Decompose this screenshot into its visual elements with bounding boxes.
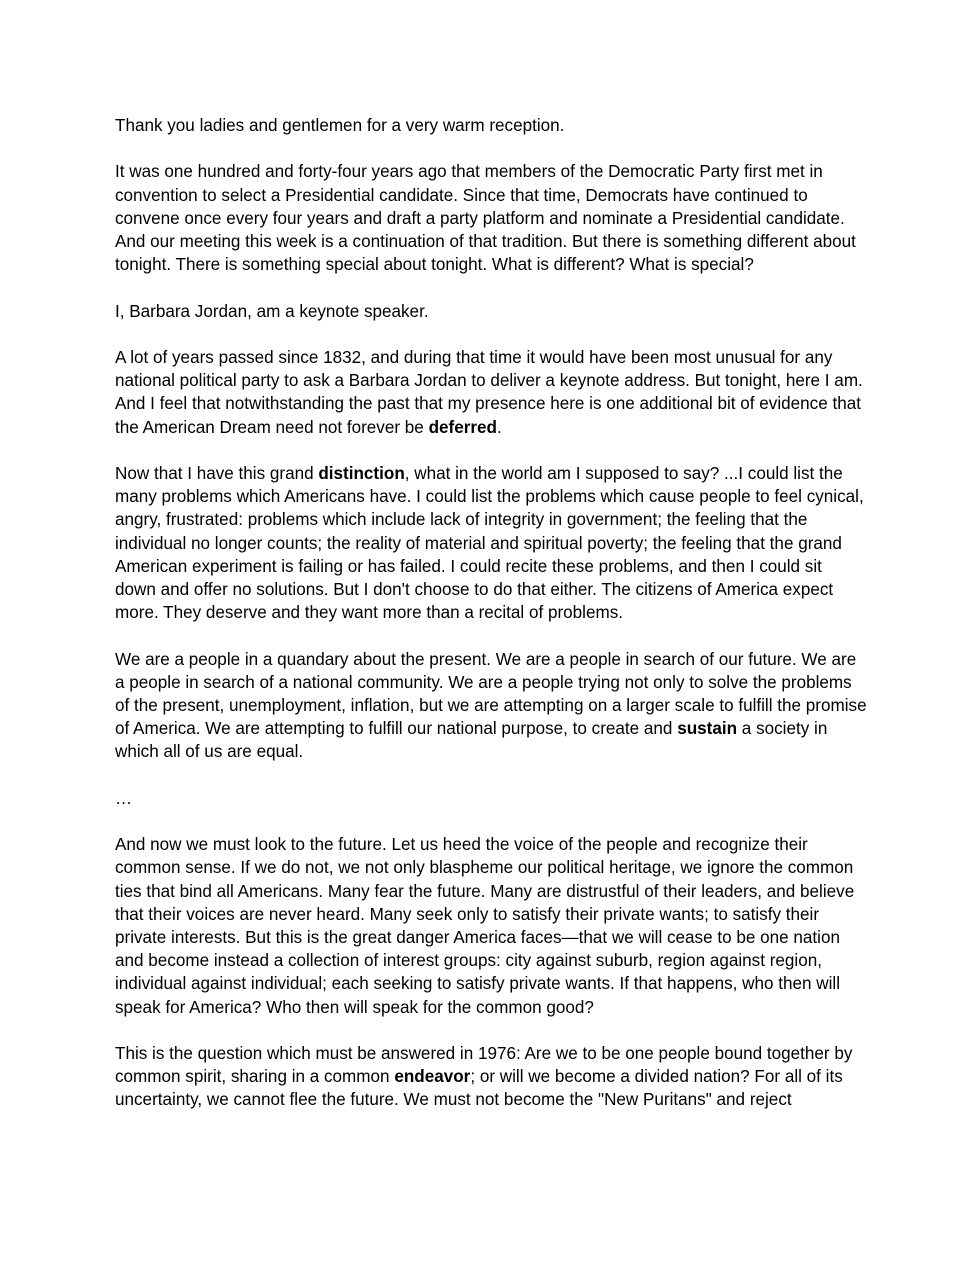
document-page — [115, 114, 867, 1135]
paragraph-2 — [115, 160, 867, 276]
paragraph-8 — [115, 833, 867, 1019]
ellipsis-text: … — [115, 788, 133, 808]
paragraph-1 — [115, 114, 867, 137]
paragraph-4-text-b: . — [496, 417, 502, 437]
bold-word-endeavor: endeavor — [394, 1067, 471, 1087]
ellipsis-separator — [115, 787, 867, 810]
paragraph-4-text-a: A lot of years passed since 1832, and during that time it would have been most unusual for any national political party to ask a Barbara Jordan to deliver a keynote address. But tonight, here I am. And I feel that notwithstanding the past that my presence here is one additional bit of evidence that the American Dream need not forever be — [115, 347, 863, 437]
paragraph-8-text: And now we must look to the future. Let us heed the voice of the people and recognize their common sense. If we do not, we not only blaspheme our political heritage, we ignore the common ties that bind all Americans. Many fear the future. Many are distrustful of their leaders, and believe that their voices are never heard. Many seek only to satisfy their private wants; to satisfy their private interests. But this is the great danger America faces—that we will cease to be one nation and become instead a collection of interest groups: city against suburb, region against region, individual against individual; each seeking to satisfy private wants. If that happens, who then will speak for America? Who then will speak for the common good? — [115, 835, 855, 1017]
paragraph-1-text: Thank you ladies and gentlemen for a very warm reception. — [115, 116, 565, 135]
paragraph-5-text-a: Now that I have this grand — [115, 463, 319, 483]
paragraph-6-text-b: a society in which all of us are equal. — [115, 719, 828, 762]
paragraph-9-text-b: ; or will we become a divided nation? For all of its uncertainty, we cannot flee the future. We must not become the "New Puritans" and reject — [115, 1067, 843, 1110]
paragraph-3-text: I, Barbara Jordan, am a keynote speaker. — [115, 301, 429, 321]
bold-word-distinction: distinction — [318, 463, 405, 483]
paragraph-9 — [115, 1042, 867, 1112]
bold-word-sustain: sustain — [677, 719, 738, 739]
paragraph-6 — [115, 648, 867, 764]
paragraph-4 — [115, 346, 867, 439]
paragraph-6-text-a: We are a people in a quandary about the present. We are a people in search of our future. We are a people in search of a national community. We are a people trying not only to solve the problems of the present, unemployment, inflation, but we are attempting on a larger scale to fulfill the promise of America. We are attempting to fulfill our national purpose, to create and — [115, 649, 867, 739]
bold-word-deferred: deferred — [428, 417, 497, 437]
paragraph-2-text: It was one hundred and forty-four years ago that members of the Democratic Party first met in convention to select a Presidential candidate. Since that time, Democrats have continued to convene once every four years and draft a party platform and nominate a Presidential candidate. And our meeting this week is a continuation of that tradition. But there is something different about tonight. There is something special about tonight. What is different? What is special? — [115, 162, 856, 275]
paragraph-9-text-a: This is the question which must be answered in 1976: Are we to be one people bound together by common spirit, sharing in a common — [115, 1044, 853, 1087]
paragraph-5-text-b: , what in the world am I supposed to say? ...I could list the many problems which Americans have. I could list the problems which cause people to feel cynical, angry, frustrated: problems which include lack of integrity in government; the feeling that the individual no longer counts; the reality of material and spiritual poverty; the feeling that the grand American experiment is failing or has failed. I could recite these problems, and then I could sit down and offer no solutions. But I don't choose to do that either. The citizens of America expect more. They deserve and they want more than a recital of problems. — [115, 463, 864, 623]
paragraph-3 — [115, 300, 867, 323]
paragraph-5 — [115, 462, 867, 624]
